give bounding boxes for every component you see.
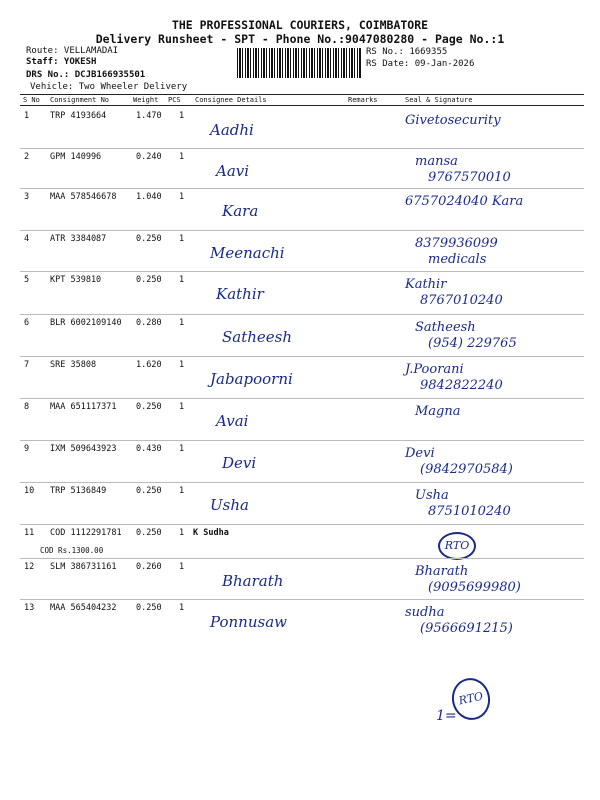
- signature-handwriting: Bharath: [415, 564, 469, 579]
- row-consignee: K Sudha: [193, 528, 229, 538]
- row-divider: [20, 148, 584, 149]
- row-consignment-no: SRE 35808: [50, 360, 97, 370]
- row-serial: 9: [24, 444, 30, 454]
- row-weight: 1.470: [136, 111, 162, 121]
- row-serial: 6: [24, 318, 30, 328]
- row-pcs: 1: [179, 152, 185, 162]
- row-divider: [20, 271, 584, 272]
- col-weight: Weight: [133, 96, 159, 104]
- row-pcs: 1: [179, 444, 185, 454]
- signature-handwriting: sudha: [405, 605, 445, 620]
- signature-handwriting: 8379936099: [415, 236, 498, 251]
- signature-handwriting: mansa: [415, 154, 458, 169]
- row-weight: 0.250: [136, 603, 162, 613]
- row-consignment-no: IXM 509643923: [50, 444, 117, 454]
- row-weight: 0.260: [136, 562, 162, 572]
- rs-number: RS No.: 1669355: [366, 47, 448, 57]
- row-pcs: 1: [179, 360, 185, 370]
- phone-handwriting: (954) 229765: [428, 336, 517, 351]
- row-consignment-no: MAA 565404232: [50, 603, 117, 613]
- row-divider: [20, 482, 584, 483]
- bottom-mark: 1=: [436, 708, 457, 724]
- row-divider: [20, 314, 584, 315]
- phone-handwriting: 9767570010: [428, 170, 511, 185]
- row-serial: 5: [24, 275, 30, 285]
- row-consignment-no: BLR 6002109140: [50, 318, 122, 328]
- row-pcs: 1: [179, 318, 185, 328]
- route-label: Route: VELLAMADAI: [26, 46, 119, 56]
- row-serial: 1: [24, 111, 30, 121]
- consignee-handwriting: Ponnusaw: [210, 613, 287, 631]
- row-divider: [20, 230, 584, 231]
- row-consignment-no: MAA 651117371: [50, 402, 117, 412]
- consignee-handwriting: Avai: [216, 412, 249, 430]
- phone-handwriting: (9095699980): [428, 580, 521, 595]
- company-name: THE PROFESSIONAL COURIERS, COIMBATORE: [171, 18, 429, 32]
- phone-handwriting: 8767010240: [420, 293, 503, 308]
- row-pcs: 1: [179, 562, 185, 572]
- consignee-handwriting: Aavi: [216, 162, 250, 180]
- consignee-handwriting: Bharath: [222, 572, 284, 590]
- row-serial: 10: [24, 486, 35, 496]
- row-consignment-no: SLM 386731161: [50, 562, 117, 572]
- row-weight: 0.280: [136, 318, 162, 328]
- row-consignment-no: COD 1112291781: [50, 528, 122, 538]
- row-divider: [20, 558, 584, 559]
- consignee-handwriting: Meenachi: [210, 244, 285, 262]
- row-divider: [20, 356, 584, 357]
- row-weight: 0.250: [136, 402, 162, 412]
- consignee-handwriting: Jabapoorni: [210, 370, 293, 388]
- row-weight: 0.250: [136, 275, 162, 285]
- row-divider: [20, 398, 584, 399]
- row-serial: 2: [24, 152, 30, 162]
- phone-handwriting: (9842970584): [420, 462, 513, 477]
- row-pcs: 1: [179, 234, 185, 244]
- row-pcs: 1: [179, 528, 185, 538]
- consignee-handwriting: Satheesh: [222, 328, 293, 346]
- row-weight: 0.250: [136, 528, 162, 538]
- rs-date: RS Date: 09-Jan-2026: [366, 59, 475, 69]
- signature-handwriting: Satheesh: [415, 320, 476, 335]
- row-serial: 12: [24, 562, 35, 572]
- row-weight: 0.430: [136, 444, 162, 454]
- row-pcs: 1: [179, 603, 185, 613]
- row-divider: [20, 524, 584, 525]
- row-serial: 3: [24, 192, 30, 202]
- row-consignment-no: GPM 140996: [50, 152, 102, 162]
- barcode: [237, 48, 362, 78]
- row-weight: 0.250: [136, 486, 162, 496]
- row-cod-note: COD Rs.1300.00: [40, 546, 104, 555]
- row-pcs: 1: [179, 486, 185, 496]
- header-bottom-rule: [20, 105, 584, 106]
- signature-handwriting: 6757024040 Kara: [405, 194, 524, 209]
- signature-handwriting: Givetosecurity: [405, 113, 501, 128]
- header-top-rule: [20, 94, 584, 95]
- phone-handwriting: 9842822240: [420, 378, 503, 393]
- phone-handwriting: 8751010240: [428, 504, 511, 519]
- signature-handwriting: Devi: [405, 446, 435, 461]
- consignee-handwriting: Devi: [222, 454, 257, 472]
- row-serial: 7: [24, 360, 30, 370]
- row-divider: [20, 440, 584, 441]
- signature-handwriting: Kathir: [405, 277, 447, 292]
- row-weight: 1.040: [136, 192, 162, 202]
- consignee-handwriting: Kathir: [216, 285, 264, 303]
- phone-handwriting: medicals: [428, 252, 487, 267]
- col-consignee: Consignee Details: [195, 96, 267, 104]
- signature-handwriting: Usha: [415, 488, 449, 503]
- row-pcs: 1: [179, 192, 185, 202]
- rto-stamp-bottom: RTO: [448, 675, 494, 724]
- row-consignment-no: ATR 3384087: [50, 234, 107, 244]
- col-consignment: Consignment No: [50, 96, 110, 104]
- row-pcs: 1: [179, 402, 185, 412]
- drs-label: DRS No.: DCJB166935501: [26, 70, 146, 80]
- signature-handwriting: Magna: [415, 404, 461, 419]
- consignee-handwriting: Aadhi: [210, 121, 254, 139]
- runsheet-subtitle: Delivery Runsheet - SPT - Phone No.:9047080280 - Page No.:1: [95, 32, 505, 46]
- phone-handwriting: (9566691215): [420, 621, 513, 636]
- row-weight: 1.620: [136, 360, 162, 370]
- col-sno: S No: [23, 96, 40, 104]
- row-serial: 13: [24, 603, 35, 613]
- row-consignment-no: MAA 578546678: [50, 192, 117, 202]
- signature-handwriting: J.Poorani: [405, 362, 464, 377]
- row-pcs: 1: [179, 275, 185, 285]
- col-pcs: PCS: [168, 96, 181, 104]
- row-divider: [20, 188, 584, 189]
- vehicle-label: Vehicle: Two Wheeler Delivery: [30, 82, 188, 92]
- row-weight: 0.250: [136, 234, 162, 244]
- col-seal: Seal & Signature: [405, 96, 473, 104]
- row-pcs: 1: [179, 111, 185, 121]
- consignee-handwriting: Kara: [222, 202, 259, 220]
- row-serial: 11: [24, 528, 35, 538]
- row-weight: 0.240: [136, 152, 162, 162]
- row-divider: [20, 599, 584, 600]
- row-serial: 8: [24, 402, 30, 412]
- row-consignment-no: TRP 5136849: [50, 486, 107, 496]
- col-remarks: Remarks: [348, 96, 378, 104]
- row-consignment-no: TRP 4193664: [50, 111, 107, 121]
- row-serial: 4: [24, 234, 30, 244]
- row-consignment-no: KPT 539810: [50, 275, 102, 285]
- consignee-handwriting: Usha: [210, 496, 249, 514]
- staff-label: Staff: YOKESH: [26, 57, 97, 67]
- rto-stamp: RTO: [438, 532, 476, 560]
